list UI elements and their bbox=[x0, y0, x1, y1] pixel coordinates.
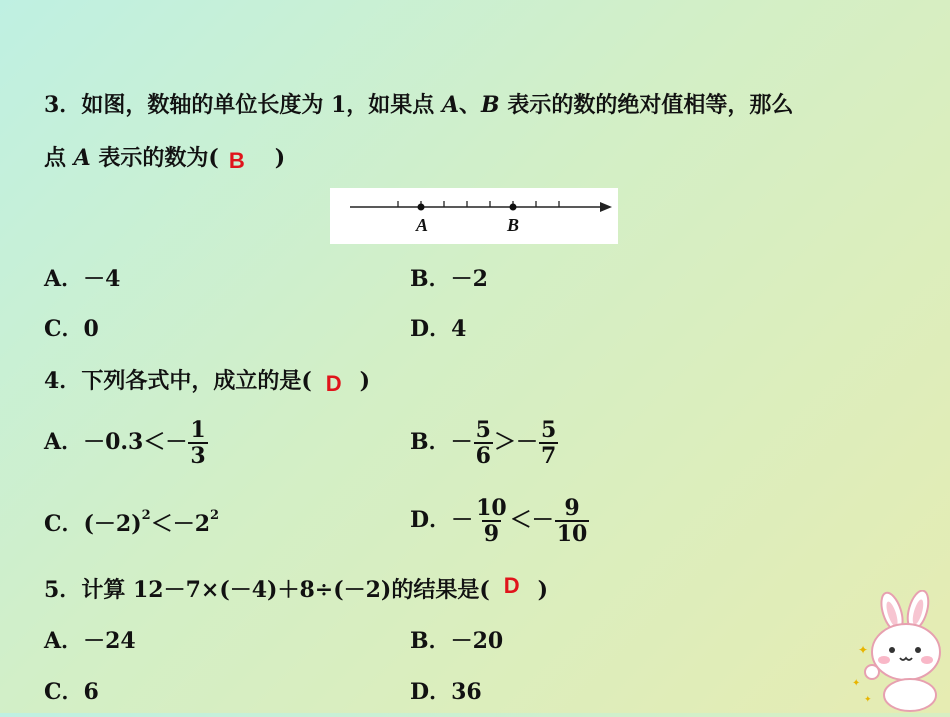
q4-option-b bbox=[410, 418, 559, 468]
fraction-denominator: 10 bbox=[556, 521, 588, 547]
fraction-denominator: 7 bbox=[540, 443, 557, 469]
fraction bbox=[474, 496, 509, 546]
q4-option-c-exponent-2: 2 bbox=[210, 508, 220, 523]
q3-option-c bbox=[44, 318, 99, 340]
bunny-mascot-icon bbox=[850, 590, 950, 713]
fraction bbox=[555, 496, 590, 546]
q3-option-c-label: C． bbox=[44, 316, 84, 342]
q3-line2 bbox=[44, 145, 286, 173]
q3-number: 3． bbox=[44, 92, 82, 118]
fraction-numerator: 5 bbox=[475, 417, 491, 443]
q5-option-b bbox=[410, 630, 503, 652]
q5-option-c-label: C． bbox=[44, 679, 84, 705]
fraction-denominator: 3 bbox=[190, 443, 206, 469]
q5-option-d-value: 36 bbox=[451, 679, 482, 705]
q3-text-2: 表示的数的绝对值相等，那么 bbox=[499, 92, 794, 118]
q4-option-d-minus: － bbox=[451, 507, 474, 533]
q3-option-a-label: A． bbox=[44, 266, 84, 292]
q4-option-b-minus: － bbox=[450, 429, 473, 455]
q5-option-d-label: D． bbox=[410, 679, 452, 705]
q5-option-a-label: A． bbox=[44, 628, 84, 654]
number-line-svg bbox=[330, 188, 618, 244]
q3-point-b: B bbox=[481, 92, 500, 118]
q4-option-d-mid: ＜－ bbox=[509, 507, 554, 533]
q5-close: ) bbox=[537, 577, 549, 603]
q4-option-c-label: C． bbox=[44, 511, 84, 537]
fraction bbox=[188, 418, 207, 468]
q3-option-a bbox=[44, 268, 120, 290]
q5-option-b-value: －20 bbox=[450, 628, 504, 654]
number-line-figure bbox=[330, 188, 618, 244]
q4-option-b-label: B． bbox=[410, 429, 451, 455]
point-a-label: A bbox=[416, 215, 429, 235]
q5-stem bbox=[44, 573, 549, 603]
q4-option-d bbox=[410, 496, 590, 546]
q3-text-3: 点 bbox=[44, 145, 74, 171]
q4-close: ) bbox=[359, 368, 371, 394]
q4-option-c-exponent: 2 bbox=[141, 508, 151, 523]
q3-answer: B bbox=[228, 148, 245, 173]
q4-stem bbox=[44, 368, 371, 396]
fraction bbox=[539, 418, 558, 468]
q4-option-a bbox=[44, 418, 209, 468]
fraction-numerator: 5 bbox=[540, 417, 557, 443]
q5-answer: D bbox=[503, 573, 520, 598]
fraction-numerator: 1 bbox=[190, 417, 206, 443]
q3-option-a-value: －4 bbox=[83, 266, 121, 292]
q3-point-a: A bbox=[441, 92, 460, 118]
q3-option-d bbox=[410, 318, 466, 340]
q3-point-a-2: A bbox=[73, 145, 91, 171]
q4-option-a-label: A． bbox=[44, 429, 84, 455]
fraction-numerator: 9 bbox=[564, 495, 580, 521]
q3-sep: 、 bbox=[459, 92, 482, 118]
fraction-denominator: 9 bbox=[483, 521, 500, 547]
q3-close: ) bbox=[274, 145, 286, 171]
q3-option-d-value: 4 bbox=[451, 316, 467, 342]
point-b-dot bbox=[510, 204, 517, 211]
q5-option-d bbox=[410, 681, 482, 703]
q3-option-b-value: －2 bbox=[450, 266, 488, 292]
q4-number: 4． bbox=[44, 368, 82, 394]
q3-option-d-label: D． bbox=[410, 316, 452, 342]
q5-option-c-value: 6 bbox=[83, 679, 99, 705]
svg-text:✦: ✦ bbox=[858, 643, 869, 657]
q3-option-c-value: 0 bbox=[83, 316, 99, 342]
point-a-dot bbox=[418, 204, 425, 211]
q4-text: 下列各式中，成立的是( bbox=[81, 368, 312, 394]
q4-answer: D bbox=[325, 371, 342, 396]
q5-text: 计算 12－7×(－4)＋8÷(－2)的结果是( bbox=[81, 577, 490, 603]
q3-text-1: 如图，数轴的单位长度为 1，如果点 bbox=[81, 92, 442, 118]
q4-option-d-label: D． bbox=[410, 507, 452, 533]
q4-option-b-mid: ＞－ bbox=[493, 429, 538, 455]
axis-arrow-icon bbox=[600, 202, 612, 212]
q5-option-a bbox=[44, 630, 136, 652]
fraction-numerator: 10 bbox=[476, 495, 507, 521]
q5-option-a-value: －24 bbox=[83, 628, 136, 654]
q3-option-b bbox=[410, 268, 488, 290]
svg-text:✦: ✦ bbox=[852, 678, 861, 689]
svg-text:✦: ✦ bbox=[864, 695, 872, 705]
q3-line1 bbox=[44, 94, 793, 116]
q3-text-4: 表示的数为( bbox=[90, 145, 219, 171]
q4-option-c-base: (－2) bbox=[83, 511, 142, 537]
point-b-label: B bbox=[507, 215, 520, 235]
q3-option-b-label: B． bbox=[410, 266, 451, 292]
q5-option-b-label: B． bbox=[410, 628, 451, 654]
fraction-denominator: 6 bbox=[475, 443, 491, 469]
fraction bbox=[474, 418, 493, 468]
q5-number: 5． bbox=[44, 577, 82, 603]
q4-option-c-mid: ＜－2 bbox=[150, 511, 211, 537]
q5-option-c bbox=[44, 681, 99, 703]
q4-option-a-left: －0.3＜－ bbox=[83, 429, 188, 455]
q4-option-c bbox=[44, 508, 220, 537]
